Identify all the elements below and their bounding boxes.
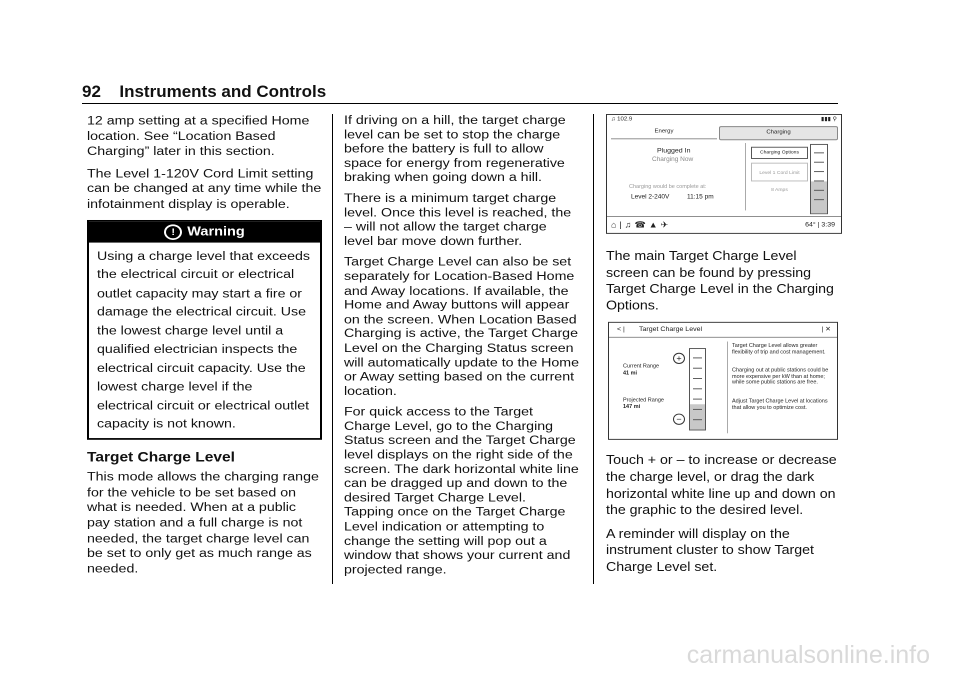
status-bar	[607, 115, 841, 125]
cord-limit-button	[751, 163, 808, 193]
current-range-label: Current Range	[623, 364, 660, 370]
bar-tick	[693, 409, 702, 410]
panel-divider	[727, 342, 728, 434]
screen-header	[609, 323, 837, 338]
target-charge-bar	[689, 348, 706, 430]
paragraph: Target Charge Level can also be set separately for Location-Based Home and Away locations. If available, the Home and Away buttons will appear on the screen. When Location Based Charging is active, the Target Charge Level on the Charging Status screen will automatically update to the Home or Away setting based on the current location.	[344, 256, 580, 399]
current-range-value: 41 mi	[623, 370, 638, 377]
paragraph: The main Target Charge Level screen can be found by pressing Target Charge Level in the Charging Options.	[606, 248, 834, 314]
complete-time: 11:15 pm	[687, 193, 714, 201]
page-number: 92	[82, 82, 101, 101]
bar-tick	[693, 420, 702, 421]
tab-charging: Charging	[719, 126, 838, 140]
header-rule	[82, 103, 838, 104]
warning-icon: !	[164, 224, 182, 240]
column-divider-1	[332, 114, 333, 584]
plus-icon: +	[673, 353, 685, 364]
paragraph: There is a minimum target charge level. Once this level is reached, the – will not allow the target charge level bar move down further.	[344, 192, 572, 249]
projected-range	[623, 398, 673, 410]
paragraph: For quick access to the Target Charge Level, go to the Charging Status screen and the Target Charge level displays on the right side of the screen. The dark horizontal white line can be dragged up and down to the desired Target Charge Level. Tapping once on the Target Charge Level indication or attempting to change the setting will pop out a window that shows your current and projected range.	[344, 405, 579, 577]
target-charge-bar	[810, 144, 828, 214]
bar-tick	[693, 368, 702, 369]
charge-substatus: Charging Now	[652, 156, 694, 163]
bar-tick	[814, 171, 824, 172]
section-title: Instruments and Controls	[119, 82, 327, 101]
bar-tick	[693, 389, 702, 390]
target-charge-screen-image	[608, 322, 838, 440]
info-2: Charging out at public stations could be more expensive per kW than at home; while some public stations are free.	[732, 368, 829, 386]
page-header	[82, 82, 838, 104]
bar-tick	[814, 162, 824, 163]
complete-text: Charging would be complete at:	[629, 184, 707, 190]
column-1	[87, 114, 322, 584]
footer	[0, 588, 960, 678]
bar-tick	[814, 190, 824, 191]
tab-energy: Energy	[611, 126, 717, 139]
charge-fill	[690, 404, 705, 430]
warning-header	[89, 221, 320, 242]
warning-title: Warning	[187, 224, 245, 239]
projected-range-value: 147 mi	[623, 404, 641, 410]
panel-divider	[745, 143, 746, 210]
paragraph: The Level 1-120V Cord Limit setting can be changed at any time while the infotainment display is operable.	[87, 166, 322, 212]
paragraph: Touch + or – to increase or decrease the charge level, or drag the dark horizontal white line up and down on the graphic to the desired level.	[606, 453, 837, 518]
paragraph: This mode allows the charging range for the vehicle to be set based on what is needed. When at a public pay station and a full charge is not needed, the target charge level can be set to only get as much range as needed.	[87, 470, 319, 576]
cord-limit-amps: 8 Amps	[771, 186, 788, 193]
music-icon: ♫	[611, 116, 616, 123]
location-icon: ▮▮▮ ⚲	[821, 116, 837, 123]
plug-status: Plugged In	[657, 147, 691, 155]
charging-options-button: Charging Options	[751, 147, 808, 159]
cord-limit-label: Level 1 Cord Limit	[759, 170, 800, 176]
info-3: Adjust Target Charge Level at locations that allow you to optimize cost.	[732, 398, 828, 411]
watermark: carmanualsonline.info	[686, 641, 930, 669]
paragraph: 12 amp setting at a specified Home location. See “Location Based Charging” later in this section.	[87, 114, 310, 159]
bar-tick	[814, 180, 824, 181]
column-3	[606, 114, 842, 584]
temperature: 64°	[805, 221, 816, 229]
charge-fill	[811, 182, 827, 213]
bar-tick	[693, 399, 702, 400]
nav-icons: ⌂|♫☎▲✈	[611, 219, 672, 230]
bar-tick	[693, 358, 702, 359]
info-1: Target Charge Level allows greater flexibility of trip and cost management.	[732, 343, 826, 356]
column-2	[344, 114, 579, 584]
screen-title: Target Charge Level	[639, 326, 703, 334]
paragraph: If driving on a hill, the target charge level can be set to stop the charge before the battery is full to allow space for energy from regenerative braking when going down a hill.	[344, 114, 566, 185]
current-range	[623, 364, 673, 376]
close-icon: | ✕	[821, 326, 831, 334]
paragraph: A reminder will display on the instrument cluster to show Target Charge Level set.	[606, 526, 814, 575]
back-icon: < |	[617, 326, 625, 334]
bar-tick	[693, 378, 702, 379]
column-divider-2	[593, 114, 594, 584]
charging-screen-image	[606, 114, 842, 234]
warning-text: Using a charge level that exceeds the electrical circuit or electrical outlet capacity may start a fire or damage the electrical circuit. Use the lowest charge level until a qualified electrician inspects the electrical circuit capacity. Use the lowest charge level if the electrical circuit or electrical outlet capacity is not known.	[97, 249, 310, 432]
charge-level: Level 2-240V	[631, 193, 670, 201]
clock: 3:39	[821, 221, 835, 229]
radio-station: 102.9	[617, 116, 633, 123]
section-heading: Target Charge Level	[87, 449, 235, 465]
bottom-bar	[607, 216, 841, 233]
projected-range-label: Projected Range	[623, 398, 664, 404]
warning-box	[87, 220, 322, 440]
bar-tick	[814, 199, 824, 200]
temp-clock: 64° | 3:39	[805, 221, 835, 229]
minus-icon: −	[673, 414, 685, 425]
bar-tick	[814, 152, 824, 153]
